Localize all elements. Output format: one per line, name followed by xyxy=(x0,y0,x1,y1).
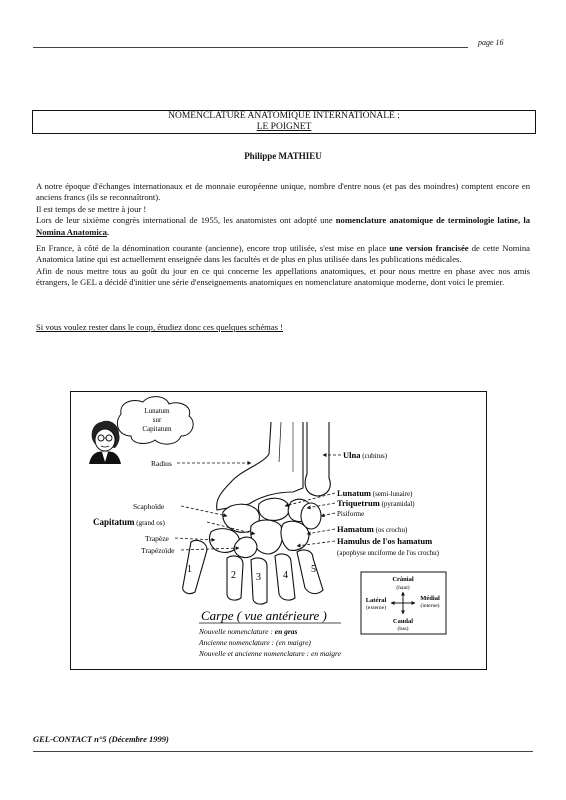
bubble-line-3: Capitatum xyxy=(142,425,172,433)
metacarpal-3: 3 xyxy=(256,572,261,583)
author: Philippe MATHIEU xyxy=(244,151,322,161)
text-line: Il est temps de se mettre à jour ! xyxy=(36,203,147,214)
intro-paragraph xyxy=(36,181,530,238)
bold-term: nomenclature anatomique de terminologie latine, la xyxy=(335,215,531,226)
footer-issue: GEL-CONTACT n°5 (Décembre 1999) xyxy=(33,734,169,744)
label-triquetrum-new: Triquetrum xyxy=(337,498,380,508)
label-ulna xyxy=(343,450,388,460)
call-to-action: Si vous voulez rester dans le coup, étudiez donc ces quelques schémas ! xyxy=(36,322,283,332)
label-scaphoide: Scaphoïde xyxy=(133,502,165,511)
legend-line-2 xyxy=(198,638,311,647)
nomina-anatomica: Nomina Anatomica xyxy=(36,226,107,237)
text-span: Lors de leur sixième congrès international de 1955, les anatomistes ont adopté une xyxy=(36,215,336,226)
metacarpal-4: 4 xyxy=(283,570,288,581)
label-lunatum-new: Lunatum xyxy=(337,488,372,498)
compass-cranial: Crânial xyxy=(392,576,414,583)
metacarpal-2: 2 xyxy=(231,570,236,581)
compass-lateral-old: (externe) xyxy=(366,605,386,611)
label-trapeze: Trapèze xyxy=(145,534,169,543)
title-box xyxy=(32,110,536,134)
bubble-line-2: sur xyxy=(152,416,162,424)
label-capitatum-new: Capitatum xyxy=(93,517,135,527)
france-paragraph xyxy=(36,243,530,289)
legend-line-1 xyxy=(198,627,298,636)
compass-lateral: Latéral xyxy=(365,597,387,604)
footer-rule xyxy=(33,751,533,752)
wrist-diagram xyxy=(71,392,486,669)
compass-medial: Médial xyxy=(420,595,440,602)
legend-2-text: Ancienne nomenclature : xyxy=(199,638,276,647)
wrist-figure xyxy=(70,391,487,670)
text-line: A notre époque d'échanges internationaux et de monnaie européenne unique, nombre d'entre nous (et pas des moindres) comptent encore en anciens francs (ils se reconnaîtront). xyxy=(36,181,530,203)
page-number: page 16 xyxy=(478,38,504,47)
title-line-1: NOMENCLATURE ANATOMIQUE INTERNATIONALE : xyxy=(168,111,400,121)
text-span: . xyxy=(106,226,110,237)
label-triquetrum-old: (pyramidal) xyxy=(379,500,415,508)
metacarpal-1: 1 xyxy=(187,564,192,575)
leader-hamatum xyxy=(307,529,335,534)
leader-pisiforme xyxy=(321,513,335,516)
label-lunatum xyxy=(337,488,413,498)
label-ulna-new: Ulna xyxy=(343,450,361,460)
legend-3-strong: en maigre xyxy=(310,649,341,658)
label-pisiforme: Pisiforme xyxy=(337,510,365,518)
label-trapezoide: Trapézoïde xyxy=(141,546,175,555)
label-ulna-old: (cubitus) xyxy=(360,452,388,460)
hamatum-bone xyxy=(281,521,309,550)
legend-2-strong: (en maigre) xyxy=(276,638,311,647)
ulna-bone xyxy=(305,422,330,496)
man-cartoon xyxy=(89,421,121,464)
text-span: de cette Nomina Anatomica latine qui est actuellement enseignée dans les facultés et de plus en plus utilisée dans les publications médicales. xyxy=(36,243,530,265)
label-radius: Radius xyxy=(151,459,172,468)
label-hamulus-old: (apophyse unciforme de l'os crochu) xyxy=(337,549,439,557)
label-hamatum xyxy=(337,524,408,534)
bubble-line-1: Lunatum xyxy=(144,407,170,415)
title-line-2: LE POIGNET xyxy=(256,121,312,132)
legend-1-text: Nouvelle nomenclature : xyxy=(199,627,275,636)
text-span: En France, à côté de la dénomination courante (ancienne), encore trop utilisée, s'est mise en place xyxy=(36,243,390,253)
lunatum-bone xyxy=(258,498,289,520)
compass-caudal: Caudal xyxy=(392,618,414,625)
radius-bone xyxy=(217,422,303,510)
label-capitatum-old: (grand os) xyxy=(134,519,165,527)
text-line xyxy=(36,243,530,266)
legend-line-3 xyxy=(198,649,342,658)
compass-medial-old: (interne) xyxy=(420,603,440,609)
header-rule xyxy=(33,47,468,48)
label-hamatum-old: (os crochu) xyxy=(373,526,408,534)
metacarpal-5: 5 xyxy=(311,564,316,575)
label-triquetrum xyxy=(337,498,415,508)
legend-3-text: Nouvelle et ancienne nomenclature : xyxy=(199,649,311,658)
bold-term: une version francisée xyxy=(389,243,469,253)
label-hamatum-new: Hamatum xyxy=(337,524,374,534)
label-capitatum xyxy=(93,517,166,527)
compass-cranial-old: (haut) xyxy=(396,585,410,591)
figure-caption: Carpe ( vue antérieure ) xyxy=(201,608,327,623)
text-line: Afin de nous mettre tous au goût du jour en ce qui concerne les appellations anatomiques, et pour nous mettre en phase avec nos amis étrangers, le GEL a décidé d'initier une série d'enseignements anatomiques en nomenclature anatomique moderne, dont voici le premier. xyxy=(36,265,530,288)
compass-caudal-old: (bas) xyxy=(397,626,409,632)
label-lunatum-old: (semi-lunaire) xyxy=(371,490,413,498)
text-line xyxy=(36,215,530,238)
legend-1-strong: en gras xyxy=(274,627,298,636)
label-hamulus: Hamulus de l'os hamatum xyxy=(337,536,433,546)
